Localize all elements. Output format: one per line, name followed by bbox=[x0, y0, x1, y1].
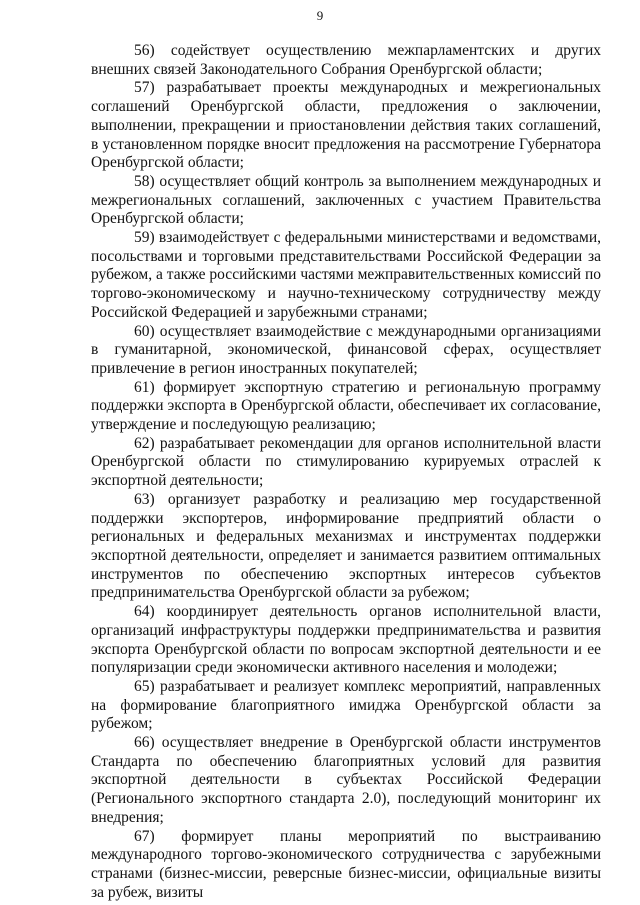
paragraph-63: 63) организует разработку и реализацию мер государственной поддержки экспортеров, информирование предприятий области о региональных и федеральных механизмах и инструментах поддержки экспортной деятельности, определяет и занимается развитием оптимальных инструментов по обеспечению экспортных интересов субъектов предпринимательства Оренбургской области за рубежом; bbox=[91, 490, 601, 602]
page-number: 9 bbox=[316, 8, 324, 23]
paragraph-59: 59) взаимодействует с федеральными министерствами и ведомствами, посольствами и торговыми представительствами Российской Федерации за рубежом, а также российскими частями межправительственных комиссий по торгово-экономическому и научно-техническому сотрудничеству между Российской Федерацией и зарубежными странами; bbox=[91, 229, 601, 321]
paragraph-61: 61) формирует экспортную стратегию и региональную программу поддержки экспорта в Оренбургской области, обеспечивает их согласование, утверждение и последующую реализацию; bbox=[91, 378, 601, 434]
paragraph-62: 62) разрабатывает рекомендации для органов исполнительной власти Оренбургской области по стимулированию курируемых отраслей к экспортной деятельности; bbox=[91, 434, 601, 490]
paragraph-66: 66) осуществляет внедрение в Оренбургской области инструментов Стандарта по обеспечению благоприятных условий для развития экспортной деятельности в субъектах Российской Федерации (Регионального экспортного стандарта 2.0), последующий мониторинг их внедрения; bbox=[91, 734, 601, 826]
paragraph-60: 60) осуществляет взаимодействие с международными организациями в гуманитарной, экономической, финансовой сферах, осуществляет привлечение в регион иностранных покупателей; bbox=[91, 322, 601, 377]
paragraph-65: 65) разрабатывает и реализует комплекс мероприятий, направленных на формирование благоприятного имиджа Оренбургской области за рубежом; bbox=[91, 677, 601, 733]
paragraph-58: 58) осуществляет общий контроль за выполнением международных и межрегиональных соглашений, заключенных с участием Правительства Оренбургской области; bbox=[91, 172, 601, 228]
paragraph-56: 56) содействует осуществлению межпарламентских и других внешних связей Законодательного Собрания Оренбургской области; bbox=[91, 42, 601, 78]
paragraph-67: 67) формирует планы мероприятий по выстраиванию международного торгово-экономического сотрудничества с зарубежными странами (бизнес-миссии, реверсные бизнес-миссии, официальные визиты за рубеж, визиты bbox=[91, 827, 601, 901]
paragraph-64: 64) координирует деятельность органов исполнительной власти, организаций инфраструктуры поддержки предпринимательства и развития экспорта Оренбургской области по вопросам экспортной деятельности и ее популяризации среди экономически активного населения и молодежи; bbox=[91, 603, 601, 677]
document-body bbox=[91, 42, 601, 902]
paragraph-57: 57) разрабатывает проекты международных и межрегиональных соглашений Оренбургской области, предложения о заключении, выполнении, прекращении и приостановлении действия таких соглашений, в установленном порядке вносит предложения на рассмотрение Губернатора Оренбургской области; bbox=[91, 79, 601, 172]
